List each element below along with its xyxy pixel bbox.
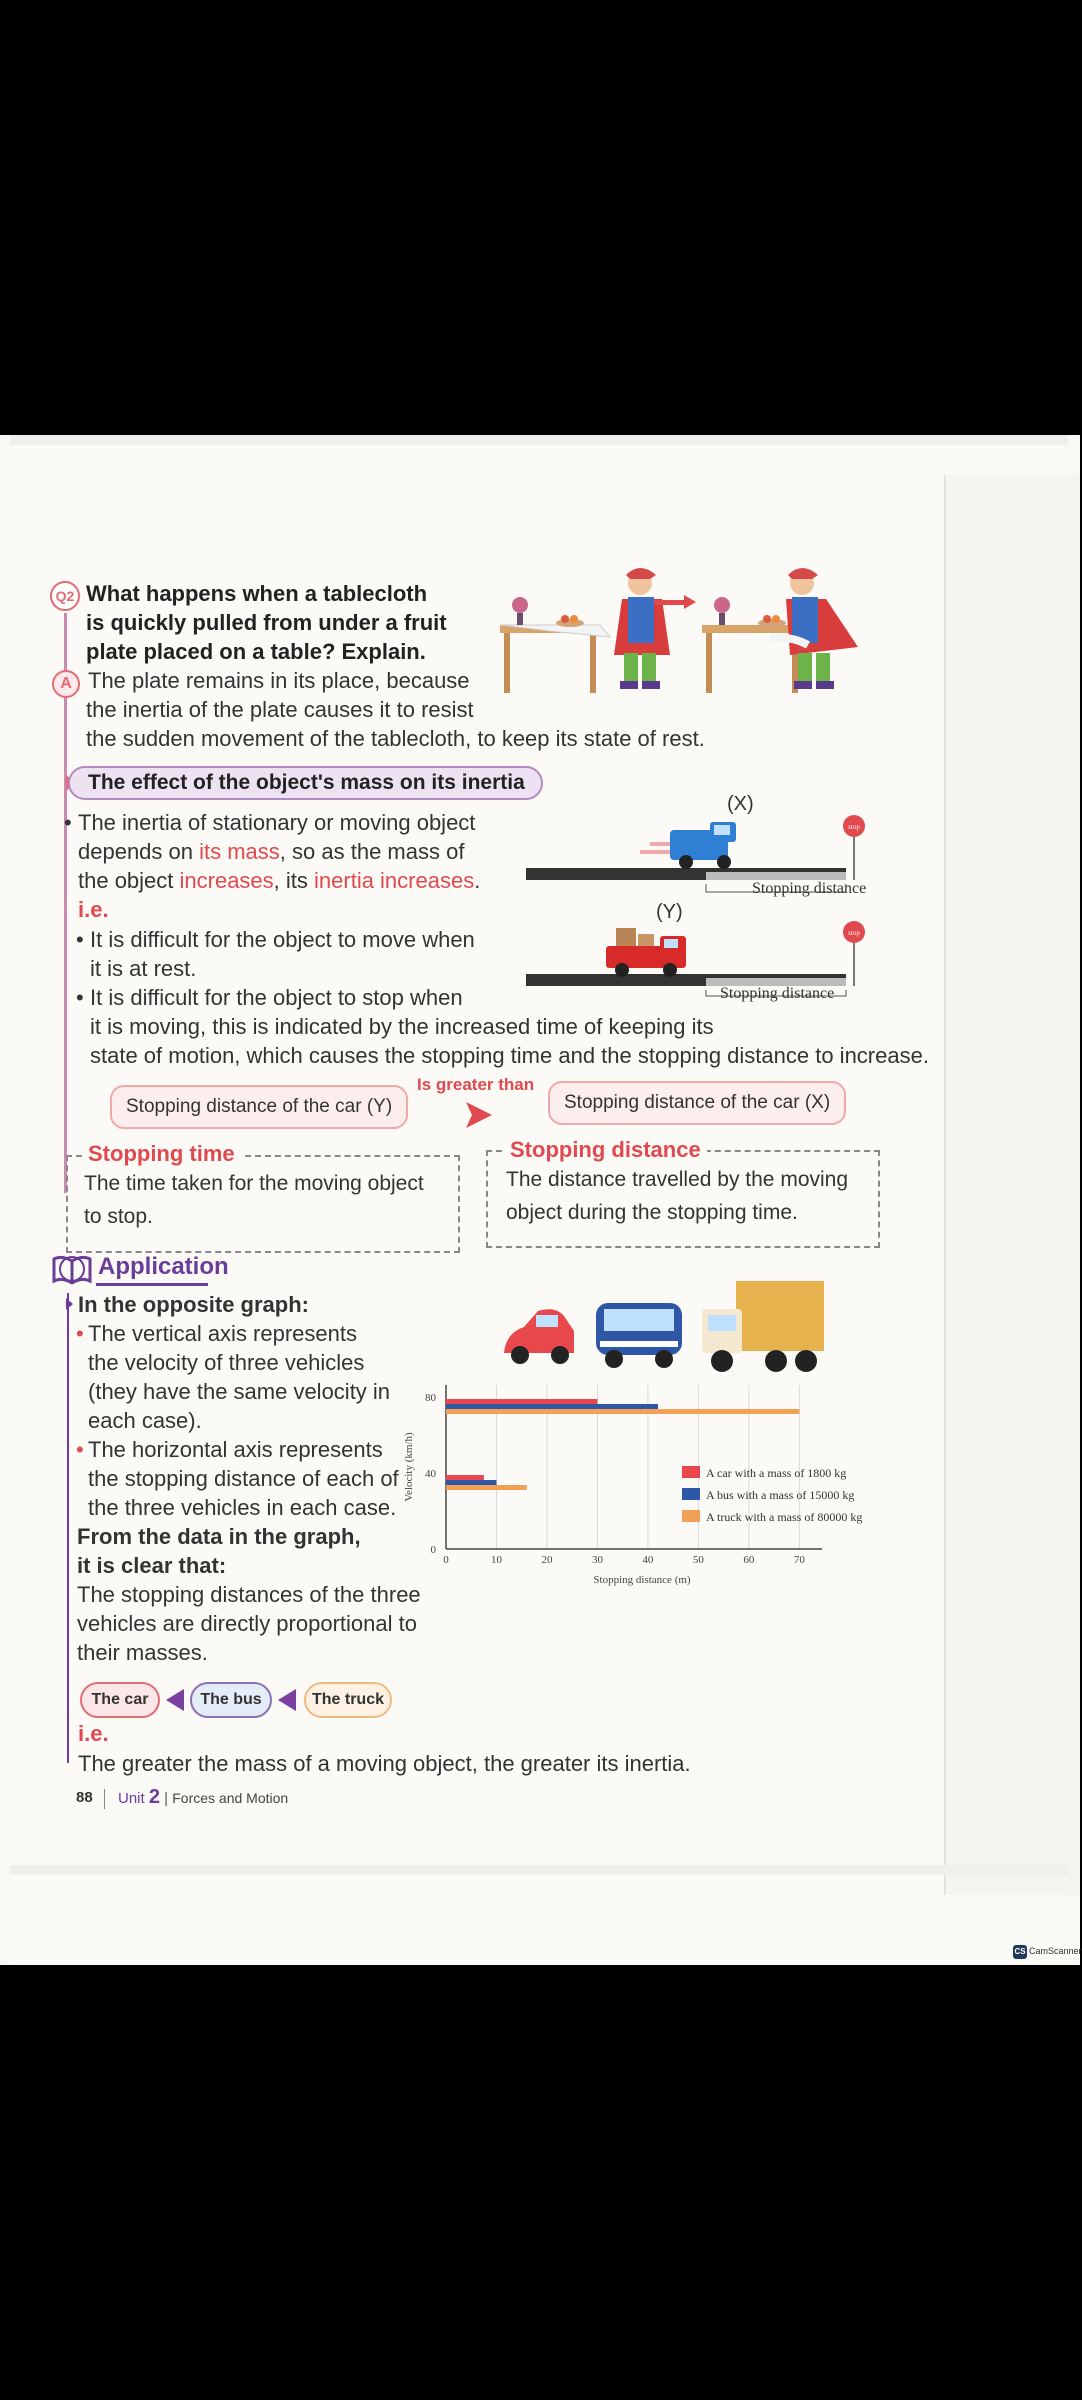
question-side-line [64,613,67,1193]
stopping-time-line-2: to stop. [84,1205,153,1228]
y-tick-label-0: 0 [430,1544,436,1556]
less-than-icon-2 [278,1689,296,1711]
y-tick-label-80: 80 [425,1392,436,1404]
footer-unit: Unit 2 | Forces and Motion [118,1786,289,1808]
from-data-line-2: it is clear that: [77,1553,227,1578]
ie-label: i.e. [78,897,109,922]
legend-swatch-1 [682,1488,700,1500]
x-tick-label-30: 30 [591,1554,603,1566]
legend-swatch-0 [682,1466,700,1478]
comparison-left-box: Stopping distance of the car (Y) [110,1085,408,1129]
application-marker [66,1298,73,1310]
final-statement: The greater the mass of a moving object, the greater its inertia. [78,1751,691,1776]
section-heading: The effect of the object's mass on its inertia [68,766,543,800]
app-bullet-1-dot: • [76,1321,84,1346]
question-badge: Q2 [50,581,80,611]
application-intro: In the opposite graph: [78,1292,309,1317]
x-tick-label-10: 10 [490,1554,502,1566]
order-pill-car: The car [80,1682,160,1718]
question-line-2: is quickly pulled from under a fruit [86,610,447,635]
bar-1-40 [446,1480,496,1485]
open-book-icon [52,1253,92,1285]
from-data-line-1: From the data in the graph, [77,1524,361,1549]
bar-0-80 [446,1399,597,1404]
answer-badge: A [52,670,80,698]
x-tick-label-20: 20 [541,1554,553,1566]
app-b1-line-1: The vertical axis represents [88,1321,357,1346]
car-y-label: (Y) [656,901,683,923]
conclusion-line-1: The stopping distances of the three [77,1582,421,1607]
comparison-right-box: Stopping distance of the car (X) [548,1081,846,1125]
page-number: 88 [76,1789,93,1806]
stopping-distance-illustration [520,810,890,1020]
greater-than-icon [464,1100,494,1130]
bullet-2-dot: • [76,985,84,1010]
stopping-distance-label-x: Stopping distance [752,880,867,897]
x-axis-label: Stopping distance (m) [593,1574,691,1586]
conclusion-line-3: their masses. [77,1640,208,1665]
less-than-icon-1 [166,1689,184,1711]
answer-line-3: the sudden movement of the tablecloth, to keep its state of rest. [86,726,705,751]
stop-sign-y: stop [848,929,860,937]
stopping-time-title: Stopping time [82,1141,241,1167]
camscanner-watermark: CamScanner [1029,1946,1082,1956]
comparison-relation: Is greater than [417,1075,535,1094]
app-b1-line-3: (they have the same velocity in [88,1379,391,1404]
page-bottom-edge [10,1865,1068,1875]
question-line-1: What happens when a tablecloth [86,581,428,606]
bullet-1-line-1: It is difficult for the object to move when [90,927,475,952]
stopping-distance-chart [392,1355,902,1586]
bar-2-40 [446,1485,527,1490]
footer-divider [104,1789,105,1809]
camscanner-logo-icon: CS [1013,1945,1027,1959]
application-ie: i.e. [78,1721,109,1746]
app-bullet-2-dot: • [76,1437,84,1462]
car-x-label: (X) [727,793,754,815]
order-pill-bus: The bus [190,1682,272,1718]
bullet-1-line-2: it is at rest. [90,956,197,981]
answer-line-2: the inertia of the plate causes it to resist [86,697,474,722]
bar-0-40 [446,1475,484,1480]
bullet-1-dot: • [76,927,84,952]
inertia-line-3: the object increases, its inertia increases. [78,868,481,893]
x-tick-label-60: 60 [743,1554,755,1566]
application-heading: Application [98,1253,229,1280]
x-tick-label-0: 0 [443,1554,449,1566]
stopping-distance-title: Stopping distance [504,1137,707,1163]
y-axis-label: Velocity (km/h) [403,1432,415,1502]
legend-label-2: A truck with a mass of 80000 kg [706,1510,863,1524]
legend-swatch-2 [682,1510,700,1522]
y-tick-label-40: 40 [425,1468,436,1480]
bullet-2-line-1: It is difficult for the object to stop when [90,985,463,1010]
stop-sign-x: stop [848,823,860,831]
application-underline [96,1283,208,1286]
inertia-line-1: The inertia of stationary or moving object [78,810,476,835]
app-b2-line-2: the stopping distance of each of [88,1466,399,1491]
conclusion-line-2: vehicles are directly proportional to [77,1611,417,1636]
x-tick-label-50: 50 [692,1554,704,1566]
bullet-2-line-2: it is moving, this is indicated by the increased time of keeping its [90,1014,714,1039]
x-tick-label-70: 70 [793,1554,805,1566]
application-side-line [67,1293,69,1763]
x-tick-label-40: 40 [642,1554,654,1566]
bar-1-80 [446,1404,658,1409]
page-margin-strip [946,475,1080,1895]
stopping-distance-label-y: Stopping distance [720,985,835,1002]
inertia-bullet-dot: • [64,810,72,835]
scanned-page [0,435,1080,1965]
app-b1-line-2: the velocity of three vehicles [88,1350,365,1375]
question-line-3: plate placed on a table? Explain. [86,639,426,664]
app-b1-line-4: each case). [88,1408,202,1433]
stopping-distance-line-2: object during the stopping time. [506,1201,798,1224]
legend-label-0: A car with a mass of 1800 kg [706,1466,847,1480]
tablecloth-illustration [490,565,880,705]
order-pill-truck: The truck [304,1682,392,1718]
legend-label-1: A bus with a mass of 15000 kg [706,1488,855,1502]
bullet-2-line-3: state of motion, which causes the stopping time and the stopping distance to increase. [90,1043,929,1068]
answer-line-1: The plate remains in its place, because [88,668,470,693]
inertia-line-2: depends on its mass, so as the mass of [78,839,465,864]
app-b2-line-1: The horizontal axis represents [88,1437,383,1462]
bar-2-80 [446,1409,799,1414]
stopping-time-line-1: The time taken for the moving object [84,1172,424,1195]
stopping-distance-line-1: The distance travelled by the moving [506,1168,849,1191]
app-b2-line-3: the three vehicles in each case. [88,1495,397,1520]
